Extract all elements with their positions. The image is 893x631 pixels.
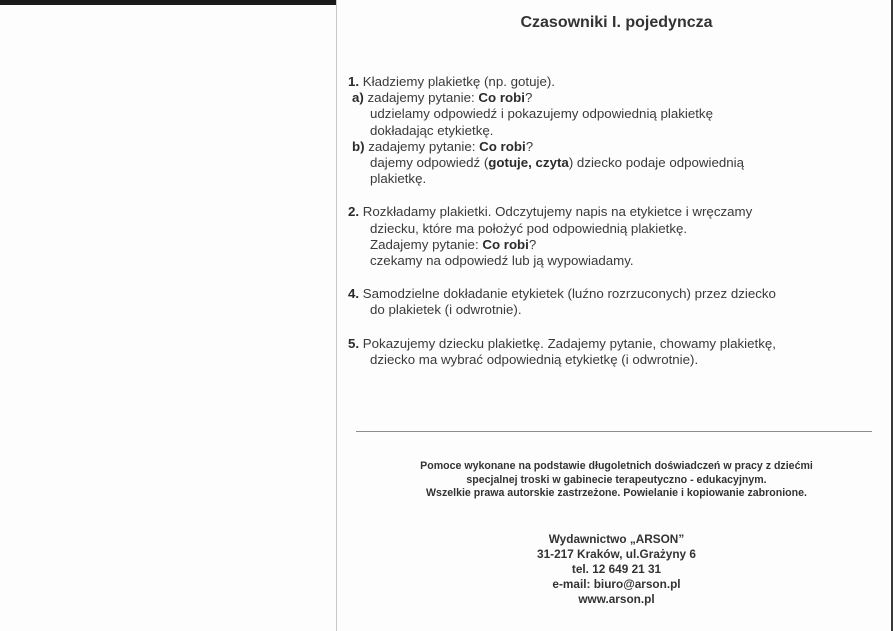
publisher-website: www.arson.pl xyxy=(578,592,655,606)
step-number: 4. xyxy=(348,286,360,302)
notice-line: specjalnej troski w gabinecie terapeutyczno - edukacyjnym. xyxy=(466,473,767,486)
page-title: Czasowniki I. pojedyncza xyxy=(520,14,713,31)
step-number: 1. xyxy=(348,74,360,89)
answer-prefix: dajemy odpowiedź ( xyxy=(370,155,489,171)
copyright-notice xyxy=(340,460,893,501)
question-bold: Co robi xyxy=(482,236,529,252)
step-line: dziecko ma wybrać odpowiednią etykietkę (i odwrotnie). xyxy=(370,351,699,367)
step-line: udzielamy odpowiedź i pokazujemy odpowiednią plakietkę xyxy=(370,106,713,122)
step-line: Samodzielne dokładanie etykietek (luźno rozrzuconych) przez dziecko xyxy=(362,286,776,302)
question-suffix: ? xyxy=(524,90,533,106)
question-prefix: zadajemy pytanie: xyxy=(367,90,479,106)
instruction-list xyxy=(348,74,848,385)
step-line: Rozkładamy plakietki. Odczytujemy napis na etykietce i wręczamy xyxy=(362,204,753,220)
question-suffix: ? xyxy=(525,138,534,154)
question-bold: Co robi xyxy=(478,90,525,106)
question-prefix: zadajemy pytanie: xyxy=(368,138,480,154)
step-line: dokładając etykietkę. xyxy=(370,122,494,138)
publisher-info xyxy=(340,532,893,607)
step-line: Pokazujemy dziecku plakietkę. Zadajemy pytanie, chowamy plakietkę, xyxy=(362,335,776,351)
step-1 xyxy=(348,74,848,187)
publisher-address: 31-217 Kraków, ul.Grażyny 6 xyxy=(537,547,696,561)
step-line: plakietkę. xyxy=(370,171,427,187)
notice-line: Wszelkie prawa autorskie zastrzeżone. Powielanie i kopiowanie zabronione. xyxy=(426,487,807,499)
page-fold-line xyxy=(336,0,337,631)
publisher-name: Wydawnictwo „ARSON” xyxy=(548,532,685,546)
sub-label: b) xyxy=(352,138,365,154)
step-number: 2. xyxy=(348,204,360,220)
divider xyxy=(356,431,872,432)
step-5 xyxy=(348,336,848,368)
publisher-phone: tel. 12 649 21 31 xyxy=(571,562,662,576)
step-line: dziecku, które ma położyć pod odpowiednią plakietkę. xyxy=(370,220,688,236)
step-2 xyxy=(348,204,848,269)
step-number: 5. xyxy=(348,335,360,351)
answer-suffix: ) dziecko podaje odpowiednią xyxy=(568,155,745,171)
notice-line: Pomoce wykonane na podstawie długoletnich doświadczeń w pracy z dziećmi xyxy=(420,460,813,472)
step-text: Kładziemy plakietkę (np. gotuje). xyxy=(362,74,555,89)
step-4 xyxy=(348,286,848,318)
question-prefix: Zadajemy pytanie: xyxy=(370,236,483,252)
answer-bold: gotuje, czyta xyxy=(488,155,569,171)
question-bold: Co robi xyxy=(479,138,526,154)
publisher-email: e-mail: biuro@arson.pl xyxy=(552,577,681,591)
sub-label: a) xyxy=(352,90,364,106)
left-page-top-edge xyxy=(0,0,336,5)
step-line: do plakietek (i odwrotnie). xyxy=(370,302,522,318)
step-line: czekamy na odpowiedź lub ją wypowiadamy. xyxy=(370,253,634,269)
question-suffix: ? xyxy=(528,236,537,252)
